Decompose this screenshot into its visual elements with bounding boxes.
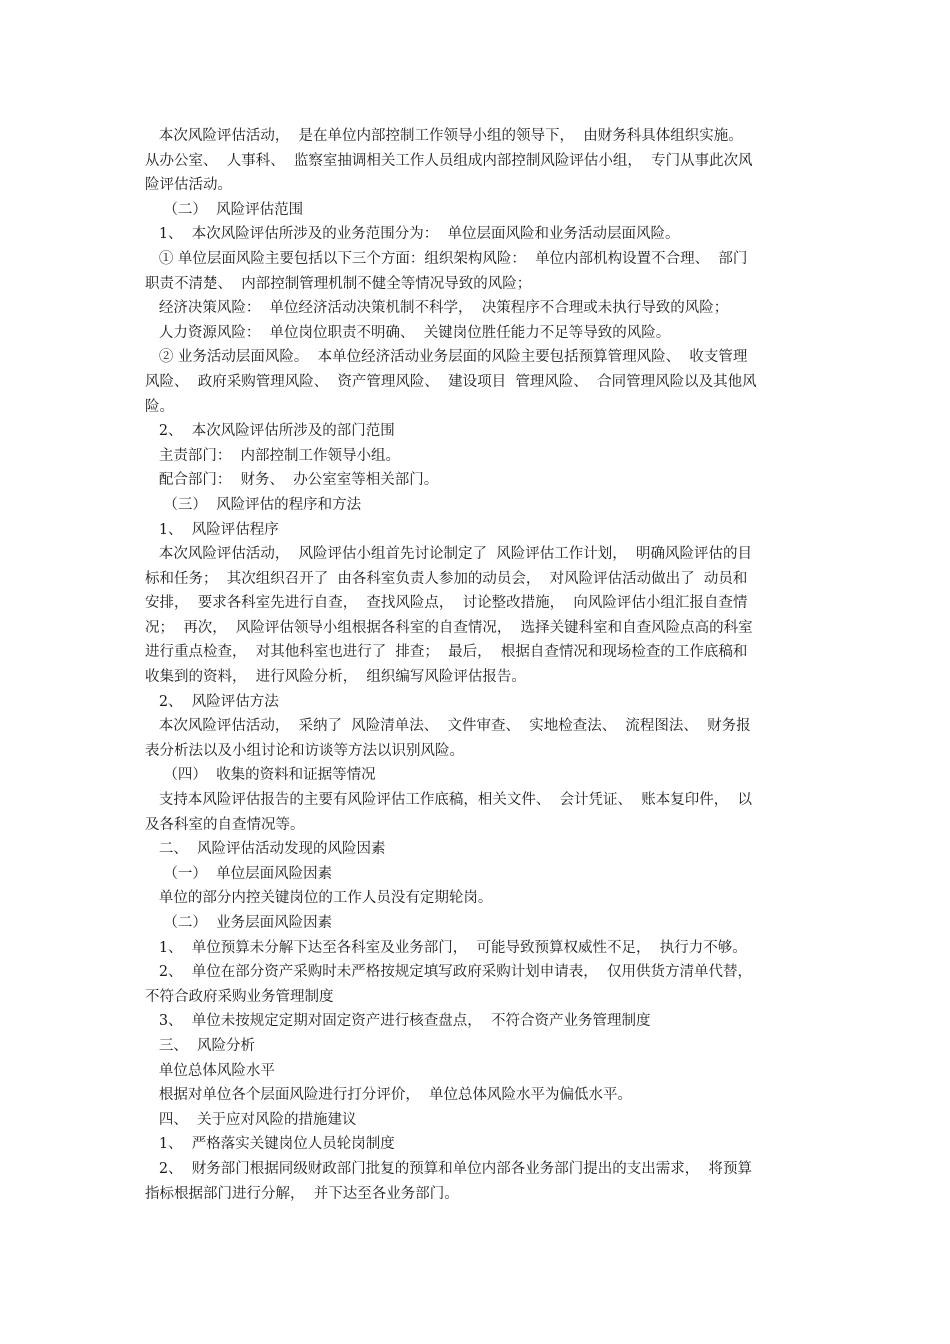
text-line: 本次风险评估活动， 采纳了 风险清单法、 文件审查、 实地检查法、 流程图法、 财务报 [145, 718, 751, 735]
text-line: ① 单位层面风险主要包括以下三个方面：组织架构风险： 单位内部机构设置不合理、 部门 [145, 250, 748, 267]
text-line: 表分析法以及小组讨论和访谈等方法以识别风险。 [145, 742, 464, 759]
text-line: 安排， 要求各科室先进行自查， 查找风险点， 讨论整改措施， 向风险评估小组汇报自查情 [145, 595, 748, 612]
text-line: 进行重点检查， 对其他科室也进行了 排查； 最后， 根据自查情况和现场检查的工作底稿和 [145, 644, 748, 661]
text-line: 单位的部分内控关键岗位的工作人员没有定期轮岗。 [145, 890, 493, 907]
section-heading: 二、 风险评估活动发现的风险因素 [145, 841, 386, 858]
text-line: 职责不清楚、 内部控制管理机制不健全等情况导致的风险； [145, 275, 532, 292]
text-line: 2、 风险评估方法 [145, 693, 279, 710]
text-line: ② 业务活动层面风险。 本单位经济活动业务层面的风险主要包括预算管理风险、 收支管理 [145, 349, 748, 366]
text-line: 支持本风险评估报告的主要有风险评估工作底稿，相关文件、 会计凭证、 账本复印件， 以 [145, 792, 752, 809]
text-line: 1、 严格落实关键岗位人员轮岗制度 [145, 1136, 395, 1153]
text-line: 收集到的资料， 进行风险分析， 组织编写风险评估报告。 [145, 669, 526, 686]
text-line: 人力资源风险： 单位岗位职责不明确、 关键岗位胜任能力不足等导致的风险。 [145, 324, 671, 341]
text-line: 本次风险评估活动， 风险评估小组首先讨论制定了 风险评估工作计划， 明确风险评估的目 [145, 546, 752, 563]
section-heading: （二） 风险评估范围 [145, 201, 304, 218]
text-line: 1、 单位预算未分解下达至各科室及业务部门， 可能导致预算权威性不足， 执行力不够。 [145, 939, 747, 956]
text-line: 3、 单位未按规定定期对固定资产进行核查盘点， 不符合资产业务管理制度 [145, 1013, 651, 1030]
section-heading: 三、 风险分析 [145, 1037, 256, 1054]
section-heading: 四、 关于应对风险的措施建议 [145, 1111, 357, 1128]
text-line: 1、 风险评估程序 [145, 521, 279, 538]
text-line: 2、 财务部门根据同级财政部门批复的预算和单位内部各业务部门提出的支出需求， 将预算 [145, 1160, 752, 1177]
text-line: 风险、 政府采购管理风险、 资产管理风险、 建设项目 管理风险、 合同管理风险以及其他风 [145, 373, 757, 390]
text-line: 2、 本次风险评估所涉及的部门范围 [145, 423, 395, 440]
text-line: 险评估活动。 [145, 177, 232, 194]
text-line: 单位总体风险水平 [145, 1062, 275, 1079]
text-line: 不符合政府采购业务管理制度 [145, 988, 334, 1005]
text-line: 配合部门： 财务、 办公室室等相关部门。 [145, 472, 439, 489]
section-heading: （三） 风险评估的程序和方法 [145, 496, 362, 513]
text-line: 标和任务； 其次组织召开了 由各科室负责人参加的动员会， 对风险评估活动做出了 动员和 [145, 570, 748, 587]
document-body [145, 124, 810, 1206]
text-line: 经济决策风险： 单位经济活动决策机制不科学， 决策程序不合理或未执行导致的风险； [145, 300, 729, 317]
text-line: 根据对单位各个层面风险进行打分评价， 单位总体风险水平为偏低水平。 [145, 1087, 633, 1104]
text-line: 本次风险评估活动， 是在单位内部控制工作领导小组的领导下， 由财务科具体组织实施。 [145, 128, 743, 144]
section-heading: （二） 业务层面风险因素 [145, 915, 333, 931]
text-line: 从办公室、 人事科、 监察室抽调相关工作人员组成内部控制风险评估小组， 专门从事此次风 [145, 152, 753, 169]
text-line: 1、 本次风险评估所涉及的业务范围分为： 单位层面风险和业务活动层面风险。 [145, 226, 680, 243]
text-line: 主责部门： 内部控制工作领导小组。 [145, 447, 401, 464]
section-heading: （一） 单位层面风险因素 [145, 865, 333, 882]
text-line: 况； 再次， 风险评估领导小组根据各科室的自查情况， 选择关键科室和自查风险点高的科室 [145, 619, 753, 636]
text-line: 2、 单位在部分资产采购时未严格按规定填写政府采购计划申请表， 仅用供货方清单代替， [145, 964, 752, 981]
text-line: 险。 [145, 398, 174, 415]
section-heading: （四） 收集的资料和证据等情况 [145, 767, 376, 784]
text-line: 及各科室的自查情况等。 [145, 816, 305, 833]
text-line: 指标根据部门进行分解， 并下达至各业务部门。 [145, 1185, 459, 1202]
